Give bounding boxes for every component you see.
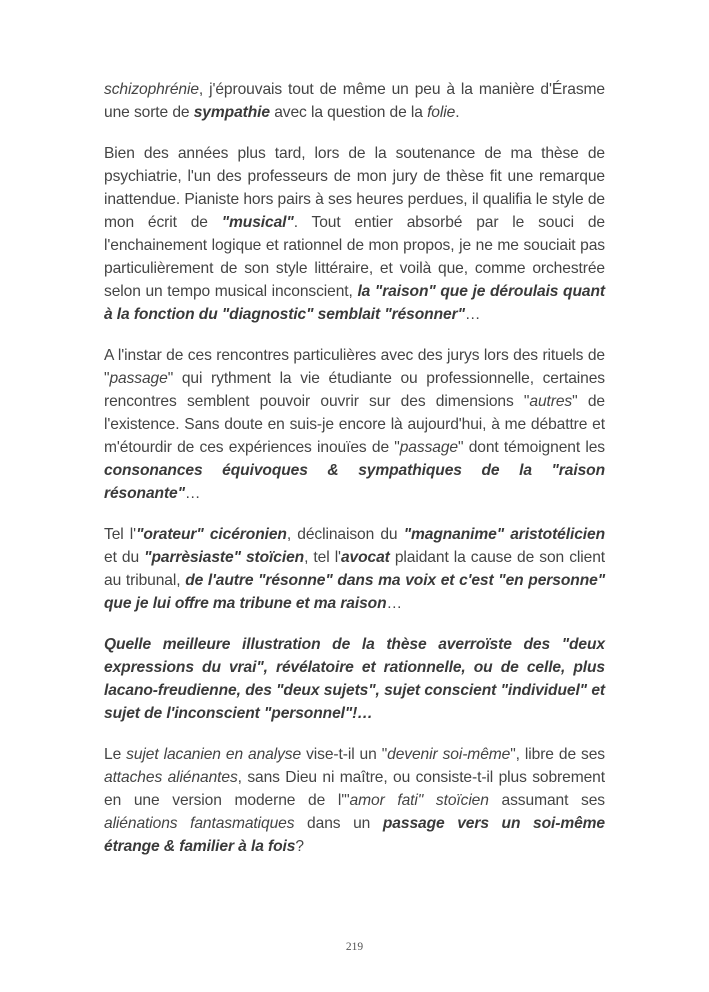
text-run: . bbox=[455, 103, 460, 121]
page-number: 219 bbox=[345, 941, 364, 953]
text-run: Bien des années plus tard, lors de la soutenance de ma thèse de psychiatrie, l'un des professeurs de mon jury de thèse fit une remarque inattendue. Pianiste hors pairs à ses heures perdues, il qualifia le style de mon écrit de bbox=[104, 145, 605, 232]
paragraph bbox=[104, 79, 605, 125]
text-run: Le bbox=[104, 746, 127, 764]
emphasis-bold-italic: sympathie bbox=[193, 103, 270, 121]
text-run: assumant ses bbox=[488, 791, 605, 809]
emphasis-bold-italic: "orateur" cicéronien bbox=[136, 525, 287, 543]
text-run: … bbox=[386, 594, 403, 612]
text-run: " qui rythment la vie étudiante ou professionnelle, certaines rencontres semblent pouvoir ouvrir sur des dimensions " bbox=[104, 369, 605, 410]
text-run: ", libre de ses bbox=[510, 746, 605, 764]
text-run: … bbox=[464, 305, 481, 323]
emphasis-italic: sujet lacanien en analyse bbox=[126, 746, 302, 764]
text-run: et du bbox=[104, 548, 145, 566]
emphasis-italic: attaches aliénantes bbox=[104, 769, 238, 787]
text-run: , sans Dieu ni maître, ou consiste-t-il plus sobrement en une version moderne de l'" bbox=[104, 769, 605, 809]
emphasis-bold-italic: "musical" bbox=[221, 214, 294, 232]
text-run: . Tout entier absorbé par le souci de l'enchainement logique et rationnel de mon propos, je ne me souciait pas particulièrement de son style littéraire, et voilà que, comme orchestrée selon un tempo musical inconscient, bbox=[104, 214, 605, 300]
emphasis-bold-italic: "magnanime" aristotélicien bbox=[403, 525, 606, 543]
emphasis-bold-italic: consonances équivoques & sympathiques de la "raison résonante" bbox=[104, 461, 605, 502]
text-run: dans un bbox=[294, 814, 383, 832]
page-body bbox=[104, 79, 605, 877]
emphasis-italic: autres bbox=[529, 392, 573, 410]
text-run: vise-t-il un " bbox=[301, 746, 388, 764]
text-run: " de l'existence. Sans doute en suis-je encore là aujourd'hui, à me débattre et m'étourdir de ces expériences inouïes de " bbox=[104, 392, 605, 456]
emphasis-bold-italic: passage vers un soi-même étrange & familier à la fois bbox=[104, 814, 605, 855]
emphasis-bold-italic: avocat bbox=[340, 548, 390, 566]
emphasis-italic: devenir soi-même bbox=[387, 746, 511, 764]
paragraph bbox=[104, 143, 605, 326]
text-run: … bbox=[184, 484, 201, 502]
paragraph bbox=[104, 524, 605, 616]
emphasis-bold-italic: la "raison" que je déroulais quant à la fonction du "diagnostic" semblait "résonner" bbox=[104, 282, 605, 323]
emphasis-italic: folie bbox=[427, 103, 456, 121]
emphasis-italic: passage bbox=[109, 369, 168, 387]
text-run: ? bbox=[295, 837, 304, 855]
text-run: , j'éprouvais tout de même un peu à la manière d'Érasme une sorte de bbox=[104, 81, 605, 121]
paragraph bbox=[104, 345, 605, 505]
text-run: , déclinaison du bbox=[286, 525, 404, 543]
paragraph bbox=[104, 634, 605, 726]
emphasis-bold-italic: "parrèsiaste" stoïcien bbox=[144, 548, 305, 566]
emphasis-italic: passage bbox=[399, 438, 458, 456]
text-run: avec la question de la bbox=[269, 103, 428, 121]
text-run: Tel l' bbox=[104, 525, 137, 543]
text-run: , tel l' bbox=[304, 548, 341, 566]
text-run: plaidant la cause de son client au tribunal, bbox=[104, 548, 605, 589]
emphasis-italic: aliénations fantasmatiques bbox=[104, 814, 295, 832]
paragraph bbox=[104, 744, 605, 859]
emphasis-italic: schizophrénie bbox=[104, 81, 199, 98]
text-run: A l'instar de ces rencontres particulières avec des jurys lors des rituels de " bbox=[104, 347, 605, 387]
emphasis-italic: amor fati" stoïcien bbox=[349, 791, 489, 809]
text-run: " dont témoignent les bbox=[458, 438, 605, 456]
emphasis-bold-italic: de l'autre "résonne" dans ma voix et c'est "en personne" que je lui offre ma tribune et ma raison bbox=[104, 571, 605, 612]
emphasis-bold-italic: Quelle meilleure illustration de la thèse averroïste des "deux expressions du vrai", révélatoire et rationnelle, ou de celle, plus lacano-freudienne, des "deux sujets", sujet conscient "individuel" et sujet de l'inconscient "personnel"!… bbox=[104, 636, 605, 722]
